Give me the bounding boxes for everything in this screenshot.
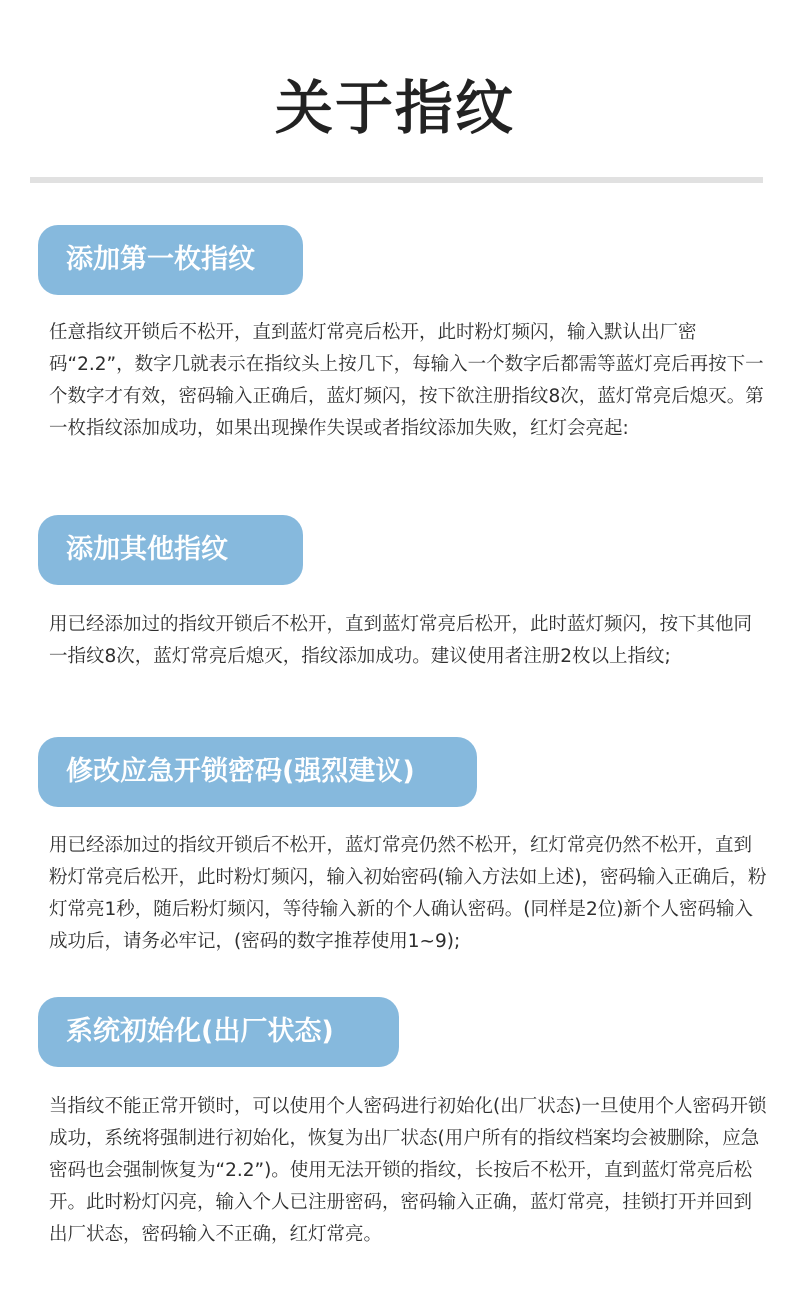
section-body: 用已经添加过的指纹开锁后不松开，直到蓝灯常亮后松开，此时蓝灯频闪，按下其他同一指纹8次，蓝灯常亮后熄灭，指纹添加成功。建议使用者注册2枚以上指纹; [49, 614, 753, 667]
section-heading: 系统初始化(出厂状态) [38, 997, 399, 1067]
section-body: 用已经添加过的指纹开锁后不松开，蓝灯常亮仍然不松开，红灯常亮仍然不松开，直到粉灯常亮后松开，此时粉灯频闪，输入初始密码(输入方法如上述)，密码输入正确后，粉灯常亮1秒，随后粉灯频闪，等待输入新的个人确认密码。(同样是2位)新个人密码输入成功后，请务必牢记，(密码的数字推荐使用1~9); [49, 835, 767, 952]
page-title: 关于指纹 [274, 74, 515, 142]
section-body: 当指纹不能正常开锁时，可以使用个人密码进行初始化(出厂状态)一旦使用个人密码开锁成功，系统将强制进行初始化，恢复为出厂状态(用户所有的指纹档案均会被删除，应急密码也会强制恢复为“2.2”)。使用无法开锁的指纹，长按后不松开，直到蓝灯常亮后松开。此时粉灯闪亮，输入个人已注册密码，密码输入正确，蓝灯常亮，挂锁打开并回到出厂状态，密码输入不正确，红灯常亮。 [49, 1096, 767, 1245]
section-body: 任意指纹开锁后不松开，直到蓝灯常亮后松开，此时粉灯频闪，输入默认出厂密码“2.2”，数字几就表示在指纹头上按几下，每输入一个数字后都需等蓝灯亮后再按下一个数字才有效，密码输入正确后，蓝灯频闪，按下欲注册指纹8次，蓝灯常亮后熄灭。第一枚指纹添加成功，如果出现操作失误或者指纹添加失败，红灯会亮起: [49, 322, 764, 439]
title-divider [30, 177, 763, 183]
section-heading: 添加第一枚指纹 [38, 225, 303, 295]
section-heading: 修改应急开锁密码(强烈建议) [38, 737, 477, 807]
section-heading: 添加其他指纹 [38, 515, 303, 585]
